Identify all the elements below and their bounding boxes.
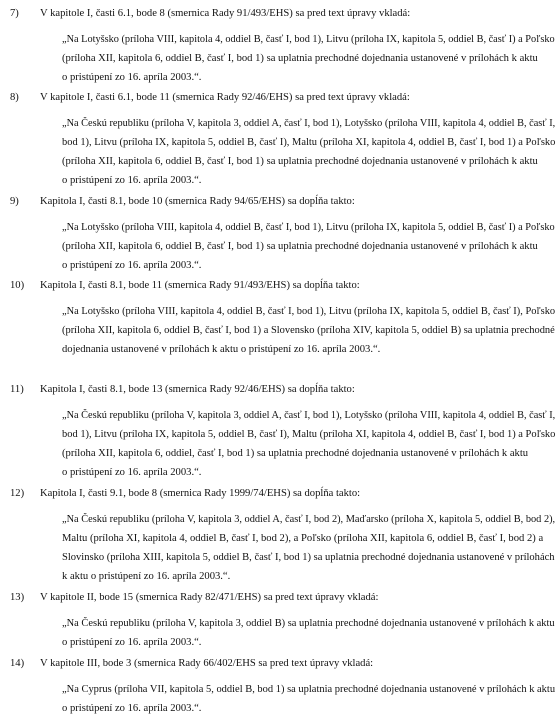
item-number: 12) [10, 488, 25, 499]
item-heading: V kapitole II, bode 15 (smernica Rady 82/471/EHS) sa pred text úpravy vkladá: [40, 592, 379, 603]
text-line: (príloha XII, kapitola 6, oddiel B, časť I, bod 1) a Slovensko (príloha XIV, kapitola 5, oddiel B) sa uplatnia prechodné [62, 325, 555, 336]
item-number: 10) [10, 280, 25, 291]
text-line: (príloha XII, kapitola 6, oddiel B, časť I, bod 1) sa uplatnia prechodné dojednania ustanovené v prílohách k aktu [62, 53, 538, 64]
text-line: dojednania ustanovené v prílohách k aktu o pristúpení zo 16. apríla 2003.“. [62, 344, 381, 355]
item-number: 9) [10, 196, 19, 207]
text-line: Slovinsko (príloha XIII, kapitola 5, oddiel B, časť I, bod 1) sa uplatnia prechodné dojednania ustanovené v prílohách [62, 552, 555, 563]
text-line: „Na Českú republiku (príloha V, kapitola 3, oddiel A, časť I, bod 1), Lotyšsko (príloha VIII, kapitola 4, oddiel B, časť I, [62, 410, 556, 421]
amendment-text [62, 510, 555, 586]
text-line: „Na Lotyšsko (príloha VIII, kapitola 4, oddiel B, časť I, bod 1), Litvu (príloha IX, kapitola 5, oddiel B, časť I) a Poľsko [62, 222, 555, 233]
text-line: o pristúpení zo 16. apríla 2003.“. [62, 467, 202, 478]
text-line: bod 1), Litvu (príloha IX, kapitola 5, oddiel B, časť I), Maltu (príloha XI, kapitola 4, oddiel B, časť I, bod 1) a Poľsko [62, 137, 556, 148]
text-line: o pristúpení zo 16. apríla 2003.“. [62, 260, 202, 271]
text-line: Maltu (príloha XI, kapitola 4, oddiel B, časť I, bod 2), a Poľsko (príloha XII, kapitola 6, oddiel B, časť I, bod 2) a [62, 533, 544, 544]
item-heading: V kapitole III, bode 3 (smernica Rady 66/402/EHS sa pred text úpravy vkladá: [40, 658, 374, 669]
amendment-text [62, 680, 555, 718]
item-heading: Kapitola I, časti 8.1, bode 13 (smernica Rady 92/46/EHS) sa dopĺňa takto: [40, 384, 355, 395]
item-number: 8) [10, 92, 19, 103]
text-line: o pristúpení zo 16. apríla 2003.“. [62, 637, 202, 648]
item-heading: V kapitole I, časti 6.1, bode 11 (smernica Rady 92/46/EHS) sa pred text úpravy vkladá: [40, 92, 410, 103]
amendment-text [62, 406, 555, 482]
text-line: k aktu o pristúpení zo 16. apríla 2003.“. [62, 571, 231, 582]
text-line: „Na Českú republiku (príloha V, kapitola 3, oddiel A, časť I, bod 1), Lotyšsko (príloha VIII, kapitola 4, oddiel B, časť I, [62, 118, 556, 129]
text-line: „Na Lotyšsko (príloha VIII, kapitola 4, oddiel B, časť I, bod 1), Litvu (príloha IX, kapitola 5, oddiel B, časť I), Poľsko [62, 306, 556, 317]
text-line: o pristúpení zo 16. apríla 2003.“. [62, 72, 202, 83]
item-number: 11) [10, 384, 24, 395]
text-line: „Na Cyprus (príloha VII, kapitola 5, oddiel B, bod 1) sa uplatnia prechodné dojednania ustanovené v prílohách k aktu [62, 684, 556, 695]
amendment-text [62, 218, 555, 275]
text-line: o pristúpení zo 16. apríla 2003.“. [62, 703, 202, 714]
amendment-text [62, 614, 555, 652]
text-line: o pristúpení zo 16. apríla 2003.“. [62, 175, 202, 186]
text-line: (príloha XII, kapitola 6, oddiel B, časť I, bod 1) sa uplatnia prechodné dojednania ustanovené v prílohách k aktu [62, 241, 538, 252]
item-number: 14) [10, 658, 25, 669]
item-number: 13) [10, 592, 25, 603]
text-line: „Na Lotyšsko (príloha VIII, kapitola 4, oddiel B, časť I, bod 1), Litvu (príloha IX, kapitola 5, oddiel B, časť I) a Poľsko [62, 34, 555, 45]
amendment-text [62, 302, 555, 359]
amendment-text [62, 30, 555, 87]
item-heading: Kapitola I, časti 8.1, bode 11 (smernica Rady 91/493/EHS) sa dopĺňa takto: [40, 280, 360, 291]
amendment-text [62, 114, 555, 190]
item-heading: Kapitola I, časti 8.1, bode 10 (smernica Rady 94/65/EHS) sa dopĺňa takto: [40, 196, 355, 207]
item-number: 7) [10, 8, 19, 19]
text-line: „Na Českú republiku (príloha V, kapitola 3, oddiel A, časť I, bod 2), Maďarsko (príloha X, kapitola 5, oddiel B, bod 2), [62, 514, 556, 525]
text-line: (príloha XII, kapitola 6, oddiel B, časť I, bod 1) sa uplatnia prechodné dojednania ustanovené v prílohách k aktu [62, 156, 538, 167]
text-line: „Na Českú republiku (príloha V, kapitola 3, oddiel B) sa uplatnia prechodné dojednania ustanovené v prílohách k aktu [62, 618, 555, 629]
item-heading: Kapitola I, časti 9.1, bode 8 (smernica Rady 1999/74/EHS) sa dopĺňa takto: [40, 488, 361, 499]
text-line: bod 1), Litvu (príloha IX, kapitola 5, oddiel B, časť I), Maltu (príloha XI, kapitola 4, oddiel B, časť I, bod 1) a Poľsko [62, 429, 556, 440]
text-line: (príloha XII, kapitola 6, oddiel, časť I, bod 1) sa uplatnia prechodné dojednania ustanovené v prílohách k aktu [62, 448, 529, 459]
item-heading: V kapitole I, časti 6.1, bode 8 (smernica Rady 91/493/EHS) sa pred text úpravy vkladá: [40, 8, 411, 19]
